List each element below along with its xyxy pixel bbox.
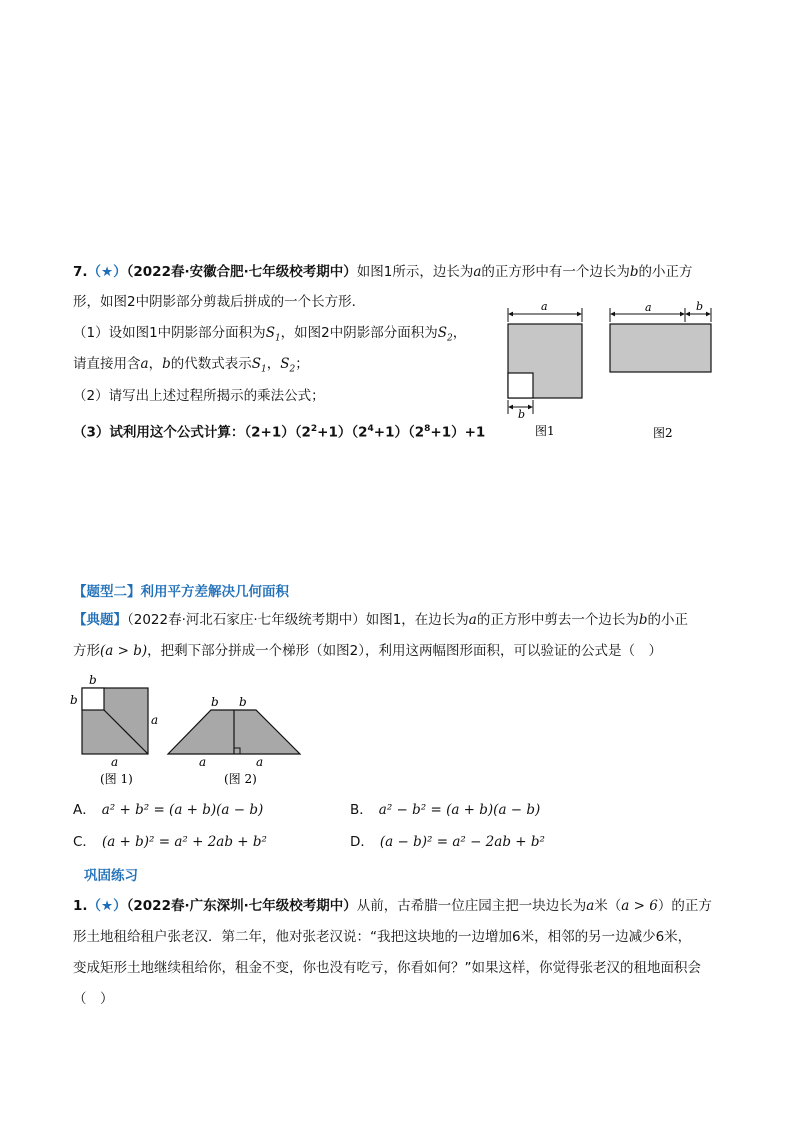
- q7-source: （2022春·安徽合肥·七年级校考期中）: [126, 264, 357, 280]
- example-figure-2: [162, 672, 307, 790]
- label-b-top-left: b: [211, 695, 219, 709]
- option-d[interactable]: D． (a − b)² = a² − 2ab + b²: [350, 834, 545, 850]
- figure-caption: 图1: [535, 424, 555, 438]
- example-figure-1: [66, 672, 166, 790]
- q7-line-2: 形，如图2中阴影部分剪裁后拼成的一个长方形．: [73, 294, 366, 310]
- figure-caption: (图 2): [224, 772, 257, 786]
- label-a-bottom-right: a: [256, 755, 264, 769]
- label-b: b: [518, 408, 526, 421]
- q7-part-1: （1）设如图1中阴影部分面积为$S_1$，如图2中阴影部分面积为$S_2$，: [73, 325, 467, 344]
- option-b[interactable]: B． a² − b² = (a + b)(a − b): [350, 802, 541, 818]
- practice-answer-blank: （ ）: [73, 991, 114, 1007]
- label-b-left: b: [70, 693, 78, 707]
- label-a-right: a: [151, 713, 159, 727]
- example-line-1: 【典题】（2022春·河北石家庄·七年级统考期中）如图1，在边长为a的正方形中剪去一个边长为b的小正: [73, 612, 688, 628]
- label-a-bottom: a: [111, 755, 119, 769]
- figure-caption: 图2: [653, 426, 673, 440]
- small-square-cutout: [82, 688, 104, 710]
- example-line-2: 方形(a > b)，把剩下部分拼成一个梯形（如图2），利用这两幅图形面积，可以验证的公式是（ ）: [73, 643, 662, 659]
- q7-line-1: 7.（★）（2022春·安徽合肥·七年级校考期中）如图1所示，边长为a的正方形中有一个边长为b的小正方: [73, 264, 693, 280]
- small-square-cutout: [508, 373, 533, 398]
- label-a: a: [541, 300, 548, 313]
- difficulty-star: （★）: [87, 898, 127, 914]
- difficulty-star: （★）: [87, 264, 127, 280]
- practice-line-2: 形土地租给租户张老汉．第二年，他对张老汉说：“我把这块地的一边增加6米，相邻的另一边减少6米，: [73, 929, 692, 945]
- rectangle-shaded: [610, 324, 711, 372]
- q7-number: 7.: [73, 264, 88, 280]
- figure-caption: (图 1): [100, 772, 133, 786]
- practice-line-3: 变成矩形土地继续租给你，租金不变，你也没有吃亏，你看如何？”如果这样，你觉得张老汉的租地面积会: [73, 960, 701, 976]
- label-a: a: [645, 301, 652, 314]
- q7-part-2: （2）请写出上述过程所揭示的乘法公式；: [73, 388, 325, 404]
- q7-figure-1: [500, 298, 590, 443]
- option-c[interactable]: C． (a + b)² = a² + 2ab + b²: [73, 834, 267, 850]
- example-tag: 【典题】: [73, 612, 127, 628]
- practice-line-1: 1.（★）（2022春·广东深圳·七年级校考期中）从前，古希腊一位庄园主把一块边长为a米（a > 6）的正方: [73, 898, 712, 914]
- label-b-top-right: b: [239, 695, 247, 709]
- q7-part-3: （3）试利用这个公式计算：$(2+1)(2^2+1)(2^4+1)(2^8+1)+1$: [73, 424, 486, 441]
- label-b: b: [696, 300, 704, 313]
- section-title: 【题型二】利用平方差解决几何面积: [73, 584, 289, 600]
- option-a[interactable]: A． a² + b² = (a + b)(a − b): [73, 802, 264, 818]
- label-a-bottom-left: a: [199, 755, 207, 769]
- q7-part-1-cont: 请直接用含a，b的代数式表示$S_1$，$S_2$；: [73, 356, 309, 375]
- q7-figure-2: [603, 298, 723, 443]
- practice-title: 巩固练习: [84, 868, 138, 884]
- label-b-top: b: [89, 673, 97, 687]
